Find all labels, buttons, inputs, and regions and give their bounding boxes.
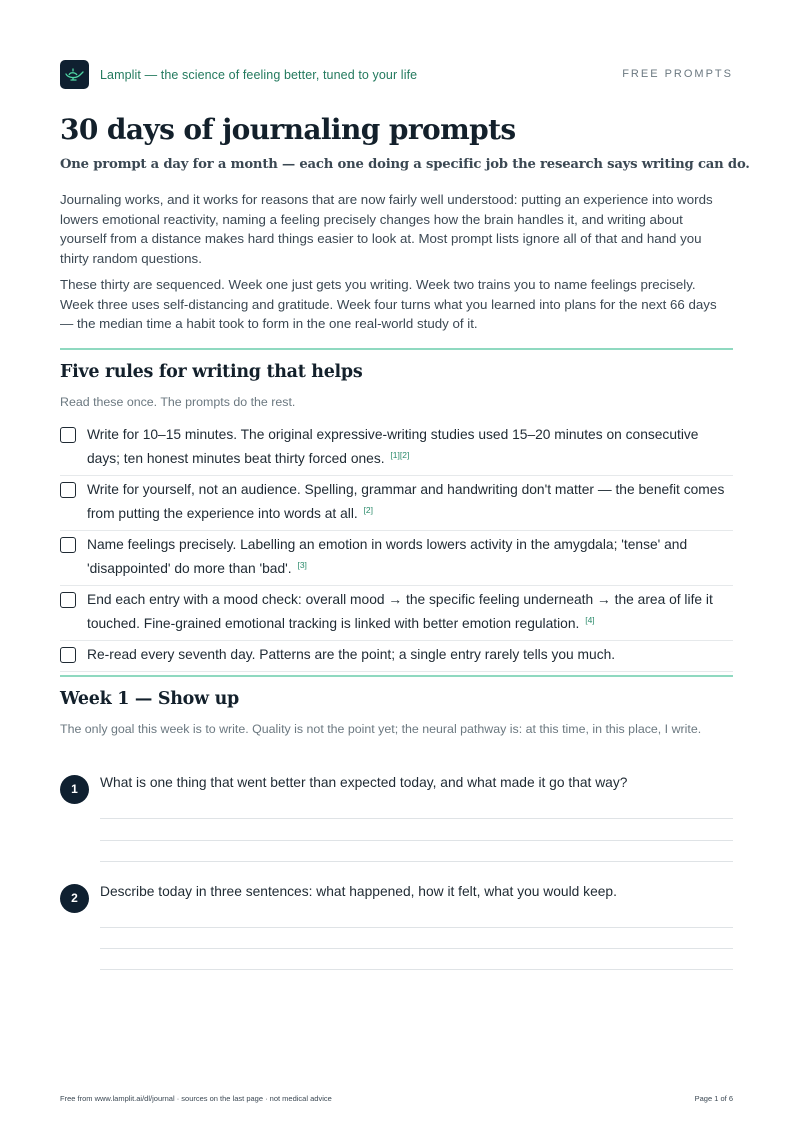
genie-lamp-icon (64, 66, 85, 83)
logo (60, 60, 89, 89)
rule-citation[interactable]: [2] (363, 505, 374, 515)
rule-text: Write for yourself, not an audience. Spelling, grammar and handwriting don't matter — the benefit comes from putting the experience into words at all. (87, 482, 725, 521)
prompt-number: 2 (60, 884, 89, 913)
rule-citation[interactable]: [3] (297, 560, 307, 570)
section-divider (60, 348, 733, 350)
rule-checkbox[interactable] (60, 482, 76, 498)
header (60, 60, 733, 90)
prompt-number: 1 (60, 775, 89, 804)
rule-item (60, 641, 733, 672)
rule-text: End each entry with a mood check: overall mood → the specific feeling underneath → the area of life it touched. Fine-grained emotional tracking is linked with better emotion regulation. (87, 592, 713, 631)
prompt-text: Describe today in three sentences: what happened, how it felt, what you would keep. (100, 884, 617, 899)
footer-source-note: Free from www.lamplit.ai/dl/journal · sources on the last page · not medical advice (60, 1094, 332, 1103)
writing-line[interactable] (100, 840, 733, 841)
rule-item (60, 531, 733, 586)
rule-citation[interactable]: [4] (585, 615, 595, 625)
rules-section-title: Five rules for writing that helps (60, 362, 363, 382)
rule-item (60, 476, 733, 531)
writing-line[interactable] (100, 969, 733, 970)
page-subtitle: One prompt a day for a month — each one doing a specific job the research says writing can do. (60, 157, 750, 172)
brand-tagline: Lamplit — the science of feeling better, tuned to your life (100, 68, 418, 82)
rule-checkbox[interactable] (60, 537, 76, 553)
rules-section-subtitle: Read these once. The prompts do the rest. (60, 395, 296, 409)
rule-text: Name feelings precisely. Labelling an emotion in words lowers activity in the amygdala; 'tense' and 'disappointed' do more than 'bad'. (87, 537, 688, 576)
intro-paragraph-1: Journaling works, and it works for reasons that are now fairly well understood: putting an experience into words lowers emotional reactivity, naming a feeling precisely changes how the brain handles it, and writing about yourself from a distance makes hard things easier to look at. Most prompt lists ignore all of that and hand you thirty random questions. (60, 192, 713, 266)
week1-subtitle: The only goal this week is to write. Quality is not the point yet; the neural pathway is: at this time, in this place, I write. (60, 722, 702, 736)
rule-text: Write for 10–15 minutes. The original expressive-writing studies used 15–20 minutes on consecutive days; ten honest minutes beat thirty forced ones. (87, 427, 699, 466)
rule-text: Re-read every seventh day. Patterns are the point; a single entry rarely tells you much. (87, 647, 616, 662)
prompt-text: What is one thing that went better than expected today, and what made it go that way? (100, 775, 628, 790)
rule-checkbox[interactable] (60, 592, 76, 608)
rule-checkbox[interactable] (60, 427, 76, 443)
page-title: 30 days of journaling prompts (60, 113, 516, 146)
footer-page-number: Page 1 of 6 (694, 1094, 733, 1103)
rules-checklist (60, 421, 733, 672)
rule-citation[interactable]: [1][2] (390, 450, 410, 460)
week1-title: Week 1 — Show up (60, 689, 239, 709)
section-divider (60, 675, 733, 677)
writing-line[interactable] (100, 948, 733, 949)
page (60, 0, 750, 1123)
writing-line[interactable] (100, 927, 733, 928)
rule-item (60, 586, 733, 641)
free-prompts-tag: FREE PROMPTS (622, 68, 733, 80)
intro-paragraph-2: These thirty are sequenced. Week one just gets you writing. Week two trains you to name feelings precisely. Week three uses self-distancing and gratitude. Week four turns what you learned into plans for the next 66 days — the median time a habit took to form in the one real-world study of it. (60, 277, 717, 331)
rule-checkbox[interactable] (60, 647, 76, 663)
writing-line[interactable] (100, 861, 733, 862)
writing-line[interactable] (100, 818, 733, 819)
rule-item (60, 421, 733, 476)
